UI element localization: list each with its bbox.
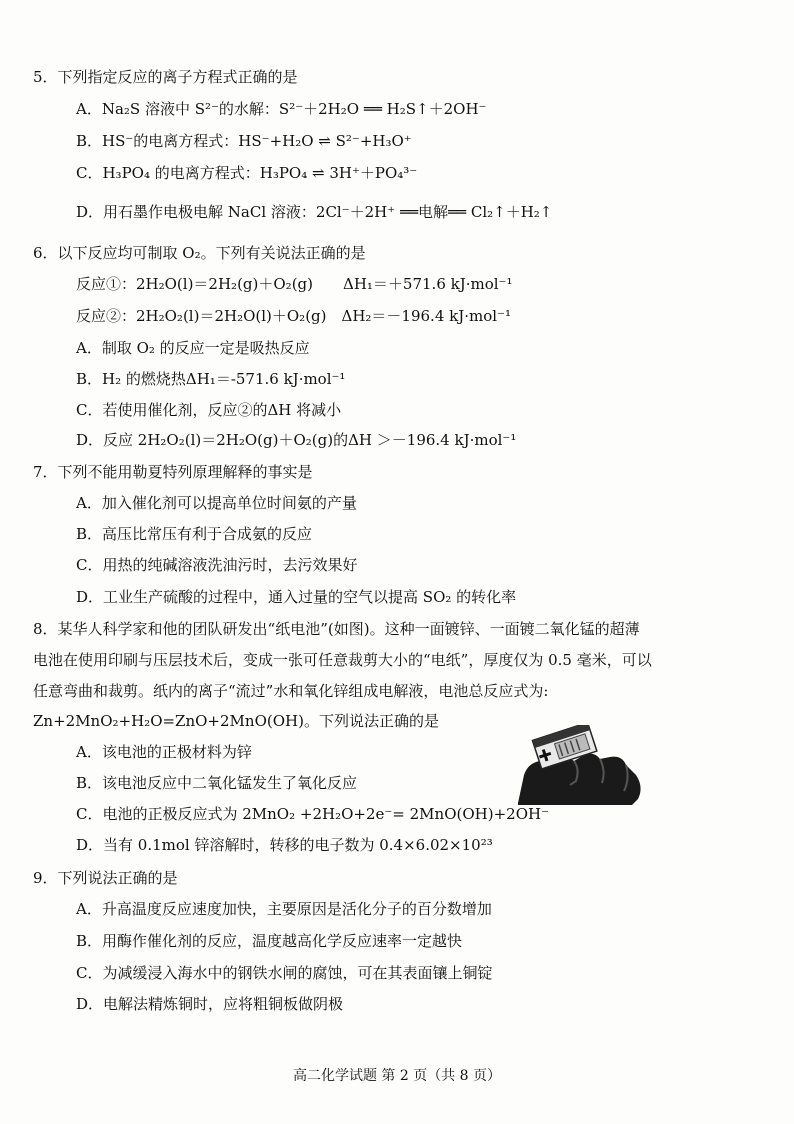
q8-option-c: C．电池的正极反应式为 2MnO₂ +2H₂O+2e⁻= 2MnO(OH)+2OH⁻ <box>76 805 549 823</box>
q9-option-b: B．用酶作催化剂的反应，温度越高化学反应速率一定越快 <box>76 932 463 950</box>
q8-stem-line-2: 电池在使用印刷与压层技术后，变成一张可任意裁剪大小的“电纸”，厚度仅为 0.5 毫米，可以 <box>33 651 652 669</box>
q6-option-a: A．制取 O₂ 的反应一定是吸热反应 <box>76 339 310 357</box>
q8-option-a: A．该电池的正极材料为锌 <box>76 743 252 761</box>
q9-option-a: A．升高温度反应速度加快，主要原因是活化分子的百分数增加 <box>76 900 492 918</box>
q8-stem-line-4: Zn+2MnO₂+H₂O=ZnO+2MnO(OH)。下列说法正确的是 <box>33 712 439 730</box>
q5-option-b: B．HS⁻的电离方程式：HS⁻+H₂O ⇌ S²⁻+H₃O⁺ <box>76 132 412 150</box>
q8-stem-line-1: 8．某华人科学家和他的团队研发出“纸电池”(如图)。这种一面镀锌、一面镀二氧化锰的超薄 <box>33 620 640 638</box>
q6-option-b: B．H₂ 的燃烧热ΔH₁＝-571.6 kJ·mol⁻¹ <box>76 370 346 388</box>
q6-reaction-1: 反应①：2H₂O(l)＝2H₂(g)＋O₂(g) ΔH₁＝＋571.6 kJ·mol⁻¹ <box>76 275 513 293</box>
q7-option-b: B．高压比常压有利于合成氨的反应 <box>76 525 313 543</box>
q8-option-d: D．当有 0.1mol 锌溶解时，转移的电子数为 0.4×6.02×10²³ <box>76 836 493 854</box>
q6-option-c: C．若使用催化剂，反应②的ΔH 将减小 <box>76 401 342 419</box>
q6-option-d: D．反应 2H₂O₂(l)＝2H₂O(g)＋O₂(g)的ΔH ＞－196.4 kJ·mol⁻¹ <box>76 431 517 449</box>
q7-option-c: C．用热的纯碱溶液洗油污时，去污效果好 <box>76 556 358 574</box>
q9-stem: 9．下列说法正确的是 <box>33 869 178 887</box>
q8-stem-line-3: 任意弯曲和裁剪。纸内的离子“流过”水和氧化锌组成电解液，电池总反应式为: <box>33 682 549 700</box>
page-footer: 高二化学试题 第 2 页（共 8 页） <box>292 1068 502 1084</box>
q6-stem: 6．以下反应均可制取 O₂。下列有关说法正确的是 <box>33 244 366 262</box>
paper-battery-image <box>514 725 644 805</box>
q7-stem: 7．下列不能用勒夏特列原理解释的事实是 <box>33 463 313 481</box>
q5-option-c: C．H₃PO₄ 的电离方程式：H₃PO₄ ⇌ 3H⁺＋PO₄³⁻ <box>76 164 418 182</box>
q5-stem: 5．下列指定反应的离子方程式正确的是 <box>33 68 298 86</box>
q9-option-d: D．电解法精炼铜时，应将粗铜板做阴极 <box>76 995 344 1013</box>
q7-option-d: D．工业生产硫酸的过程中，通入过量的空气以提高 SO₂ 的转化率 <box>76 588 517 606</box>
q5-option-d: D．用石墨作电极电解 NaCl 溶液：2Cl⁻＋2H⁺ ══电解══ Cl₂↑＋H₂↑ <box>76 203 553 221</box>
q7-option-a: A．加入催化剂可以提高单位时间氨的产量 <box>76 494 357 512</box>
paper-battery-illustration <box>514 725 644 805</box>
q8-option-b: B．该电池反应中二氧化锰发生了氧化反应 <box>76 774 358 792</box>
q9-option-c: C．为减缓浸入海水中的钢铁水闸的腐蚀，可在其表面镶上铜锭 <box>76 964 493 982</box>
q5-option-a: A．Na₂S 溶液中 S²⁻的水解：S²⁻＋2H₂O ══ H₂S↑＋2OH⁻ <box>76 100 487 118</box>
q6-reaction-2: 反应②：2H₂O₂(l)＝2H₂O(l)＋O₂(g) ΔH₂＝－196.4 kJ·mol⁻¹ <box>76 307 511 325</box>
